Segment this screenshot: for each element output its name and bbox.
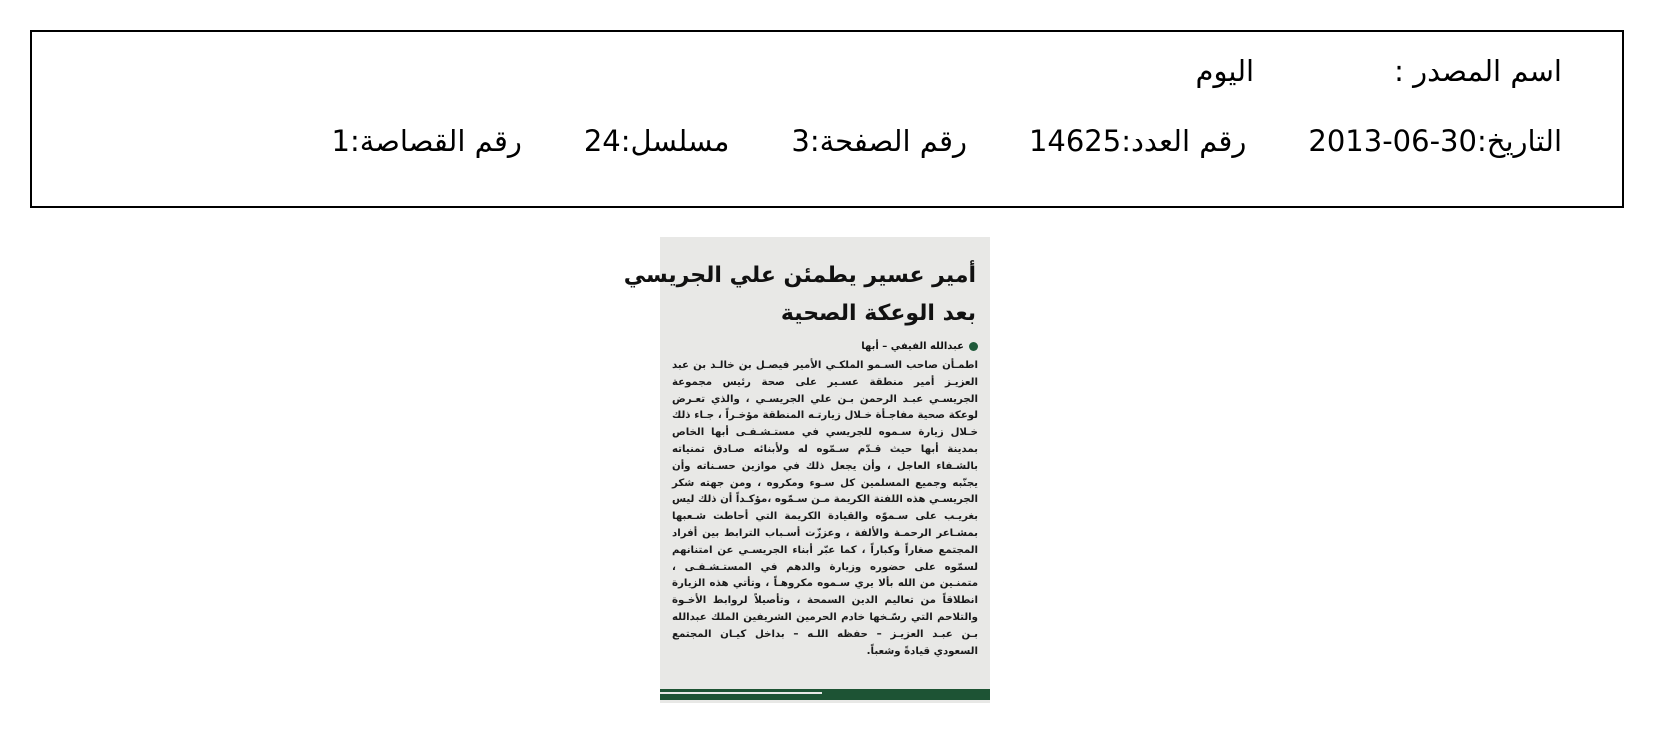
details-row — [332, 124, 1563, 158]
clip-number-field — [332, 124, 522, 158]
clip-number-value: 1 — [331, 124, 350, 158]
article-byline — [861, 341, 978, 352]
source-field — [1196, 54, 1563, 88]
clip-number-label: رقم القصاصة: — [349, 124, 522, 158]
issue-field — [1029, 124, 1246, 158]
article-headline — [623, 257, 976, 333]
serial-value: 24 — [583, 124, 621, 158]
source-label: اسم المصدر : — [1394, 54, 1562, 88]
date-value: 2013-06-30 — [1308, 124, 1477, 158]
date-field — [1308, 124, 1562, 158]
metadata-box — [30, 30, 1624, 208]
newspaper-clipping — [623, 237, 990, 703]
page-field — [791, 124, 967, 158]
source-row — [1196, 54, 1563, 88]
headline-line-1: أمير عسير يطمئن علي الجريسي — [623, 263, 976, 288]
page-label: رقم الصفحة: — [809, 124, 967, 158]
bullet-dot-icon — [969, 342, 978, 351]
headline-line-2: بعد الوعكة الصحية — [780, 301, 976, 326]
footer-rule-accent — [660, 692, 822, 694]
article-body: اطمـأن صاحب السـمو الملكـي الأمير فيصـل بن خالـد بن عبد العزيـز أمير منطقة عسـير على صحة رئيس مجموعة الجريسـي عبـد الرحمن بـن علي الجريسـي ، والذي تعـرض لوعكة صحية مفاجـأة خـلال زيارتـه المنطقة مؤخـراً ، جـاء ذلك خـلال زيارة سـموه للجريسي في مستـشـفـى أبها الخاص بمدينة أبها حيث قـدّم سـمّوه له ولأبنائه صـادق تمنياته بالشـفاء العاجل ، وأن يجعل ذلك في موازين حسـناته وأن يجنّبه وجميع المسلمين كل سـوء ومكروه ، ومن جهته شكر الجريسـي هذه اللفتة الكريمة مـن سـمّوه ،مؤكـداً أن ذلك ليس بغريـب على سـموّه والقيادة الكريمة التي أحاطت شـعبها بمشـاعر الرحمـة والألفة ، وعززّت أسـباب الترابط بين أفراد المجتمع صغاراً وكباراً ، كما عبّر أبناء الجريسـي عن امتنانهم لسمّوه على حضوره وزيارة والدهم في المستـشـفـى ، متمنـين من الله بألا يري سـموه مكروهـاً ، وتأتي هذه الزيارة انطلاقاً من تعاليم الدين السمحة ، وتأصيلاً لروابط الأخـوة والتلاحم التي رسّـخها خادم الحرمين الشريفين الملك عبدالله بـن عبـد العزيـز – حفظه اللـه – بداخل كيـان المجتمع السعودي قيادةً وشعباً. — [672, 360, 978, 657]
footer-rule — [660, 689, 990, 700]
issue-label: رقم العدد: — [1121, 124, 1247, 158]
issue-value: 14625 — [1028, 124, 1122, 158]
byline-text: عبدالله الفيفي – أبها — [861, 341, 964, 352]
date-label: التاريخ: — [1476, 124, 1562, 158]
page-value: 3 — [791, 124, 810, 158]
serial-field — [584, 124, 730, 158]
serial-label: مسلسل: — [620, 124, 730, 158]
source-value: اليوم — [1195, 54, 1255, 88]
